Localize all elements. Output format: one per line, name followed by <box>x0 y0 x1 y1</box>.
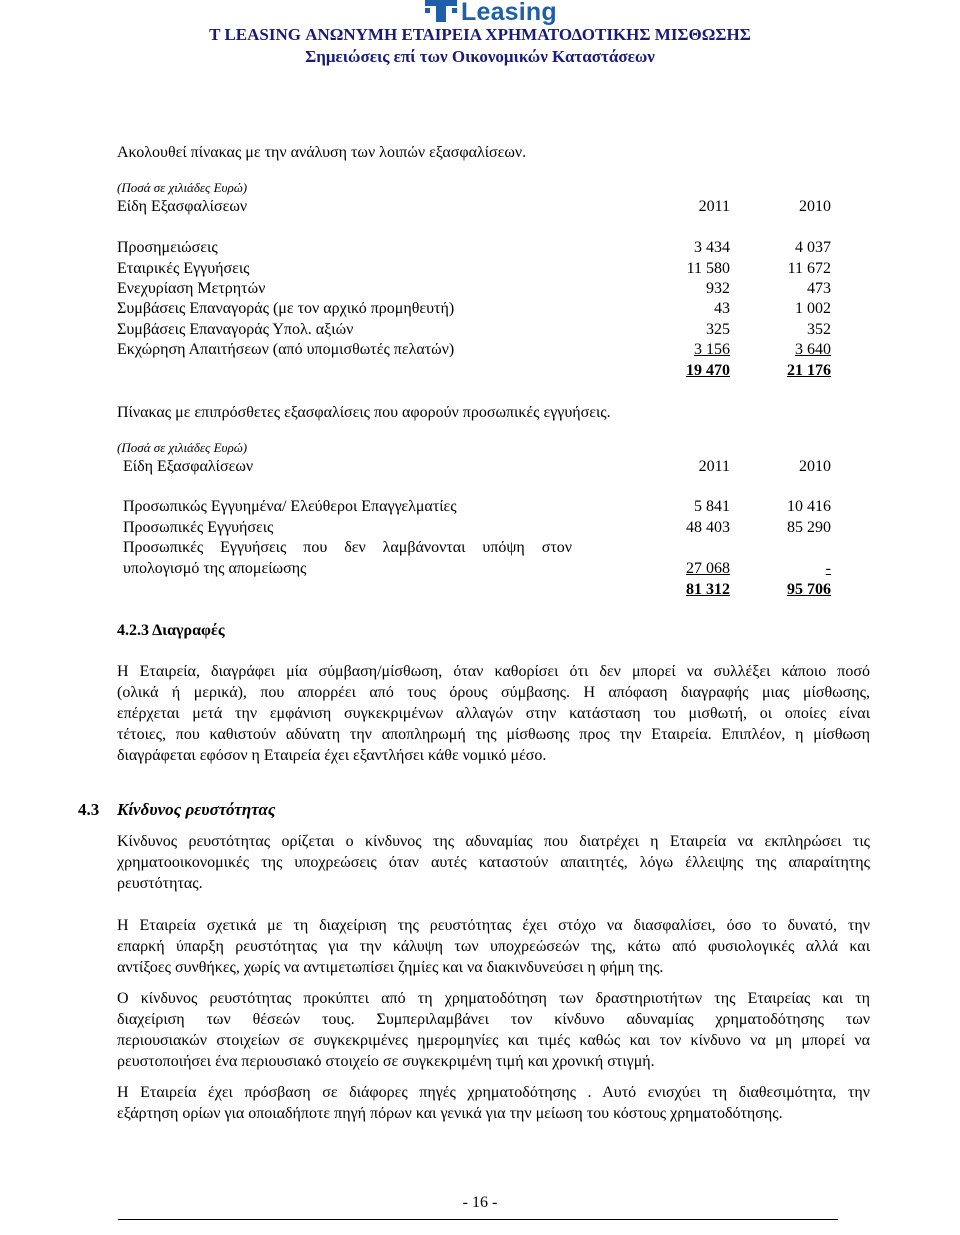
t-logo-icon <box>425 0 457 22</box>
table1-row-2011: 932 <box>706 280 730 297</box>
table1-total-2011: 19 470 <box>686 362 730 379</box>
table1-row-label: Συμβάσεις Επαναγοράς (με τον αρχικό προμηθευτή) <box>117 300 455 317</box>
paragraph-line: Η Εταιρεία σχετικά με τη διαχείριση της ρευστότητας έχει στόχο να διασφαλίσει, όσο το δυνατό, την <box>117 917 870 934</box>
table1-row-2011: 11 580 <box>686 260 730 277</box>
section-4-3-paragraph-2 <box>117 915 870 978</box>
table2-header-label: Είδη Εξασφαλίσεων <box>123 458 254 475</box>
section-4-3-paragraph-1 <box>117 831 870 894</box>
table1-row-2011: 3 156 <box>694 341 730 358</box>
paragraph-line: διαγράφεται εφόσον η Εταιρεία έχει εξαντλήσει κάθε νομικό μέσο. <box>117 747 547 764</box>
table2-row-2010: 85 290 <box>787 519 831 536</box>
table1-row-2010: 1 002 <box>795 300 831 317</box>
table2-row-label: Προσωπικές Εγγυήσεις <box>123 519 274 536</box>
table2-row-2010: - <box>825 560 831 577</box>
section-4-3-title-text: Κίνδυνος ρευστότητας <box>117 800 276 819</box>
table2-col-2011: 2011 <box>698 458 730 475</box>
table2-total-2010: 95 706 <box>787 581 831 598</box>
section-4-3-paragraph-3 <box>117 988 870 1072</box>
paragraph-line: χρηματοοικονομικές της υποχρεώσεις όταν αυτές καταστούν απαιτητές, λόγω έλλειψης της απαραίτητης <box>117 854 870 871</box>
paragraph-line: Η Εταιρεία έχει πρόσβαση σε διάφορες πηγές χρηματοδότησης . Αυτό ενισχύει τη διαθεσιμότητα, την <box>117 1084 870 1101</box>
paragraph-line: ρευστότητας. <box>117 875 203 892</box>
table1-row-label: Ενεχυρίαση Μετρητών <box>117 280 266 297</box>
paragraph-line: επέρχεται μετά την εμφάνιση συγκεκριμένων αλλαγών στην κατάσταση του μισθωτή, οι οποίες είναι <box>117 705 870 722</box>
section-4-3-number: 4.3 <box>78 800 100 819</box>
paragraph-line: Κίνδυνος ρευστότητας ορίζεται ο κίνδυνος της αδυναμίας που διατρέχει η Εταιρεία να εκπληρώσει τις <box>117 833 870 850</box>
table1-row-2010: 473 <box>807 280 831 297</box>
table2-col-2010: 2010 <box>799 458 831 475</box>
paragraph-line: (ολικά ή μερικά), που απορρέει από τους όρους σύμβασης. Η απόφαση διαγραφής μιας μίσθωσης, <box>117 684 870 701</box>
table1-row-label: Συμβάσεις Επαναγοράς Υπολ. αξιών <box>117 321 354 338</box>
section-4-3-paragraph-4 <box>117 1082 870 1124</box>
intro-text: Ακολουθεί πίνακας με την ανάλυση των λοιπών εξασφαλίσεων. <box>117 144 527 161</box>
table1-row-2011: 43 <box>714 300 730 317</box>
table1-row-label: Προσημειώσεις <box>117 239 218 256</box>
table1-header-label: Είδη Εξασφαλίσεων <box>117 198 248 215</box>
logo-text: Leasing <box>461 0 557 26</box>
paragraph-line: αντίξοες συνθήκες, χωρίς να αντιμετωπίσει ζημίες και να διακινδυνεύσει η φήμη της. <box>117 959 664 976</box>
paragraph-line: διαχείριση των θέσεών τους. Συμπεριλαμβάνει τον κίνδυνο αδυναμίας χρηματοδότησης των <box>117 1011 870 1028</box>
table1-row-2010: 4 037 <box>795 239 831 256</box>
table1-units-note: (Ποσά σε χιλιάδες Ευρώ) <box>117 180 248 195</box>
table2-row-2010: 10 416 <box>787 498 831 515</box>
table2-total-2011: 81 312 <box>686 581 730 598</box>
paragraph-line: περιουσιακών στοιχείων σε συγκεκριμένες ημερομηνίες και τιμές καθώς και τον κίνδυνο να μη μπορεί να <box>117 1032 870 1049</box>
section-4-3-title <box>117 800 275 820</box>
paragraph-line: επαρκή ύπαρξη ρευστότητας για την κάλυψη των υποχρεώσεών της, κάτω από φυσιολογικές αλλά και <box>117 938 870 955</box>
table1-row-2010: 352 <box>807 321 831 338</box>
table1-col-2010: 2010 <box>799 198 831 215</box>
page-number: - 16 - <box>462 1194 498 1211</box>
table2-row-2011: 5 841 <box>694 498 730 515</box>
table2-row-label-line1: Προσωπικές Εγγυήσεις που δεν λαμβάνονται υπόψη στον <box>123 539 572 556</box>
table2-row-2011: 27 068 <box>686 560 730 577</box>
header-subtitle: Σημειώσεις επί των Οικονομικών Καταστάσεων <box>305 47 655 66</box>
paragraph-line: τέτοιες, που καθιστούν αδύνατη την αποπληρωμή της μίσθωσης προς την Εταιρεία. Επιπλέον, η μίσθωση <box>117 726 870 743</box>
table2-units-note: (Ποσά σε χιλιάδες Ευρώ) <box>117 440 248 455</box>
section-4-2-3-paragraph <box>117 661 870 766</box>
table1-row-label: Εκχώρηση Απαιτήσεων (από υπομισθωτές πελατών) <box>117 341 455 358</box>
table2-intro-text: Πίνακας με επιπρόσθετες εξασφαλίσεις που αφορούν προσωπικές εγγυήσεις. <box>117 404 611 421</box>
table1-row-2011: 3 434 <box>694 239 730 256</box>
table1-col-2011: 2011 <box>698 198 730 215</box>
table1-row-label: Εταιρικές Εγγυήσεις <box>117 260 250 277</box>
paragraph-line: ρευστοποιήσει ένα περιουσιακό στοιχείο σε συγκεκριμένη τιμή και χρονική στιγμή. <box>117 1053 655 1070</box>
table1-row-2011: 325 <box>706 321 730 338</box>
table1-row-2010: 3 640 <box>795 341 831 358</box>
table2-row-2011: 48 403 <box>686 519 730 536</box>
table1-row-2010: 11 672 <box>787 260 831 277</box>
table2-row-label: Προσωπικώς Εγγυημένα/ Ελεύθεροι Επαγγελματίες <box>123 498 457 515</box>
footer-rule <box>118 1219 838 1220</box>
paragraph-line: Ο κίνδυνος ρευστότητας προκύπτει από τη χρηματοδότηση των δραστηριοτήτων της Εταιρείας και τη <box>117 990 870 1007</box>
paragraph-line: εξάρτηση ορίων για οποιαδήποτε πηγή πόρων και γενικά για την μείωση του κόστους χρηματοδότησης. <box>117 1105 783 1122</box>
paragraph-line: Η Εταιρεία, διαγράφει μία σύμβαση/μίσθωση, όταν καθορίσει ότι δεν μπορεί να συλλέξει κάποιο ποσό <box>117 663 870 680</box>
company-logo <box>425 0 557 26</box>
company-name: T LEASING ΑΝΩΝΥΜΗ ΕΤΑΙΡΕΙΑ ΧΡΗΜΑΤΟΔΟΤΙΚΗΣ ΜΙΣΘΩΣΗΣ <box>209 25 751 44</box>
section-4-2-3-title: 4.2.3 Διαγραφές <box>117 622 225 639</box>
table2-row-label-line2: υπολογισμό της απομείωσης <box>123 560 307 577</box>
table1-total-2010: 21 176 <box>787 362 831 379</box>
